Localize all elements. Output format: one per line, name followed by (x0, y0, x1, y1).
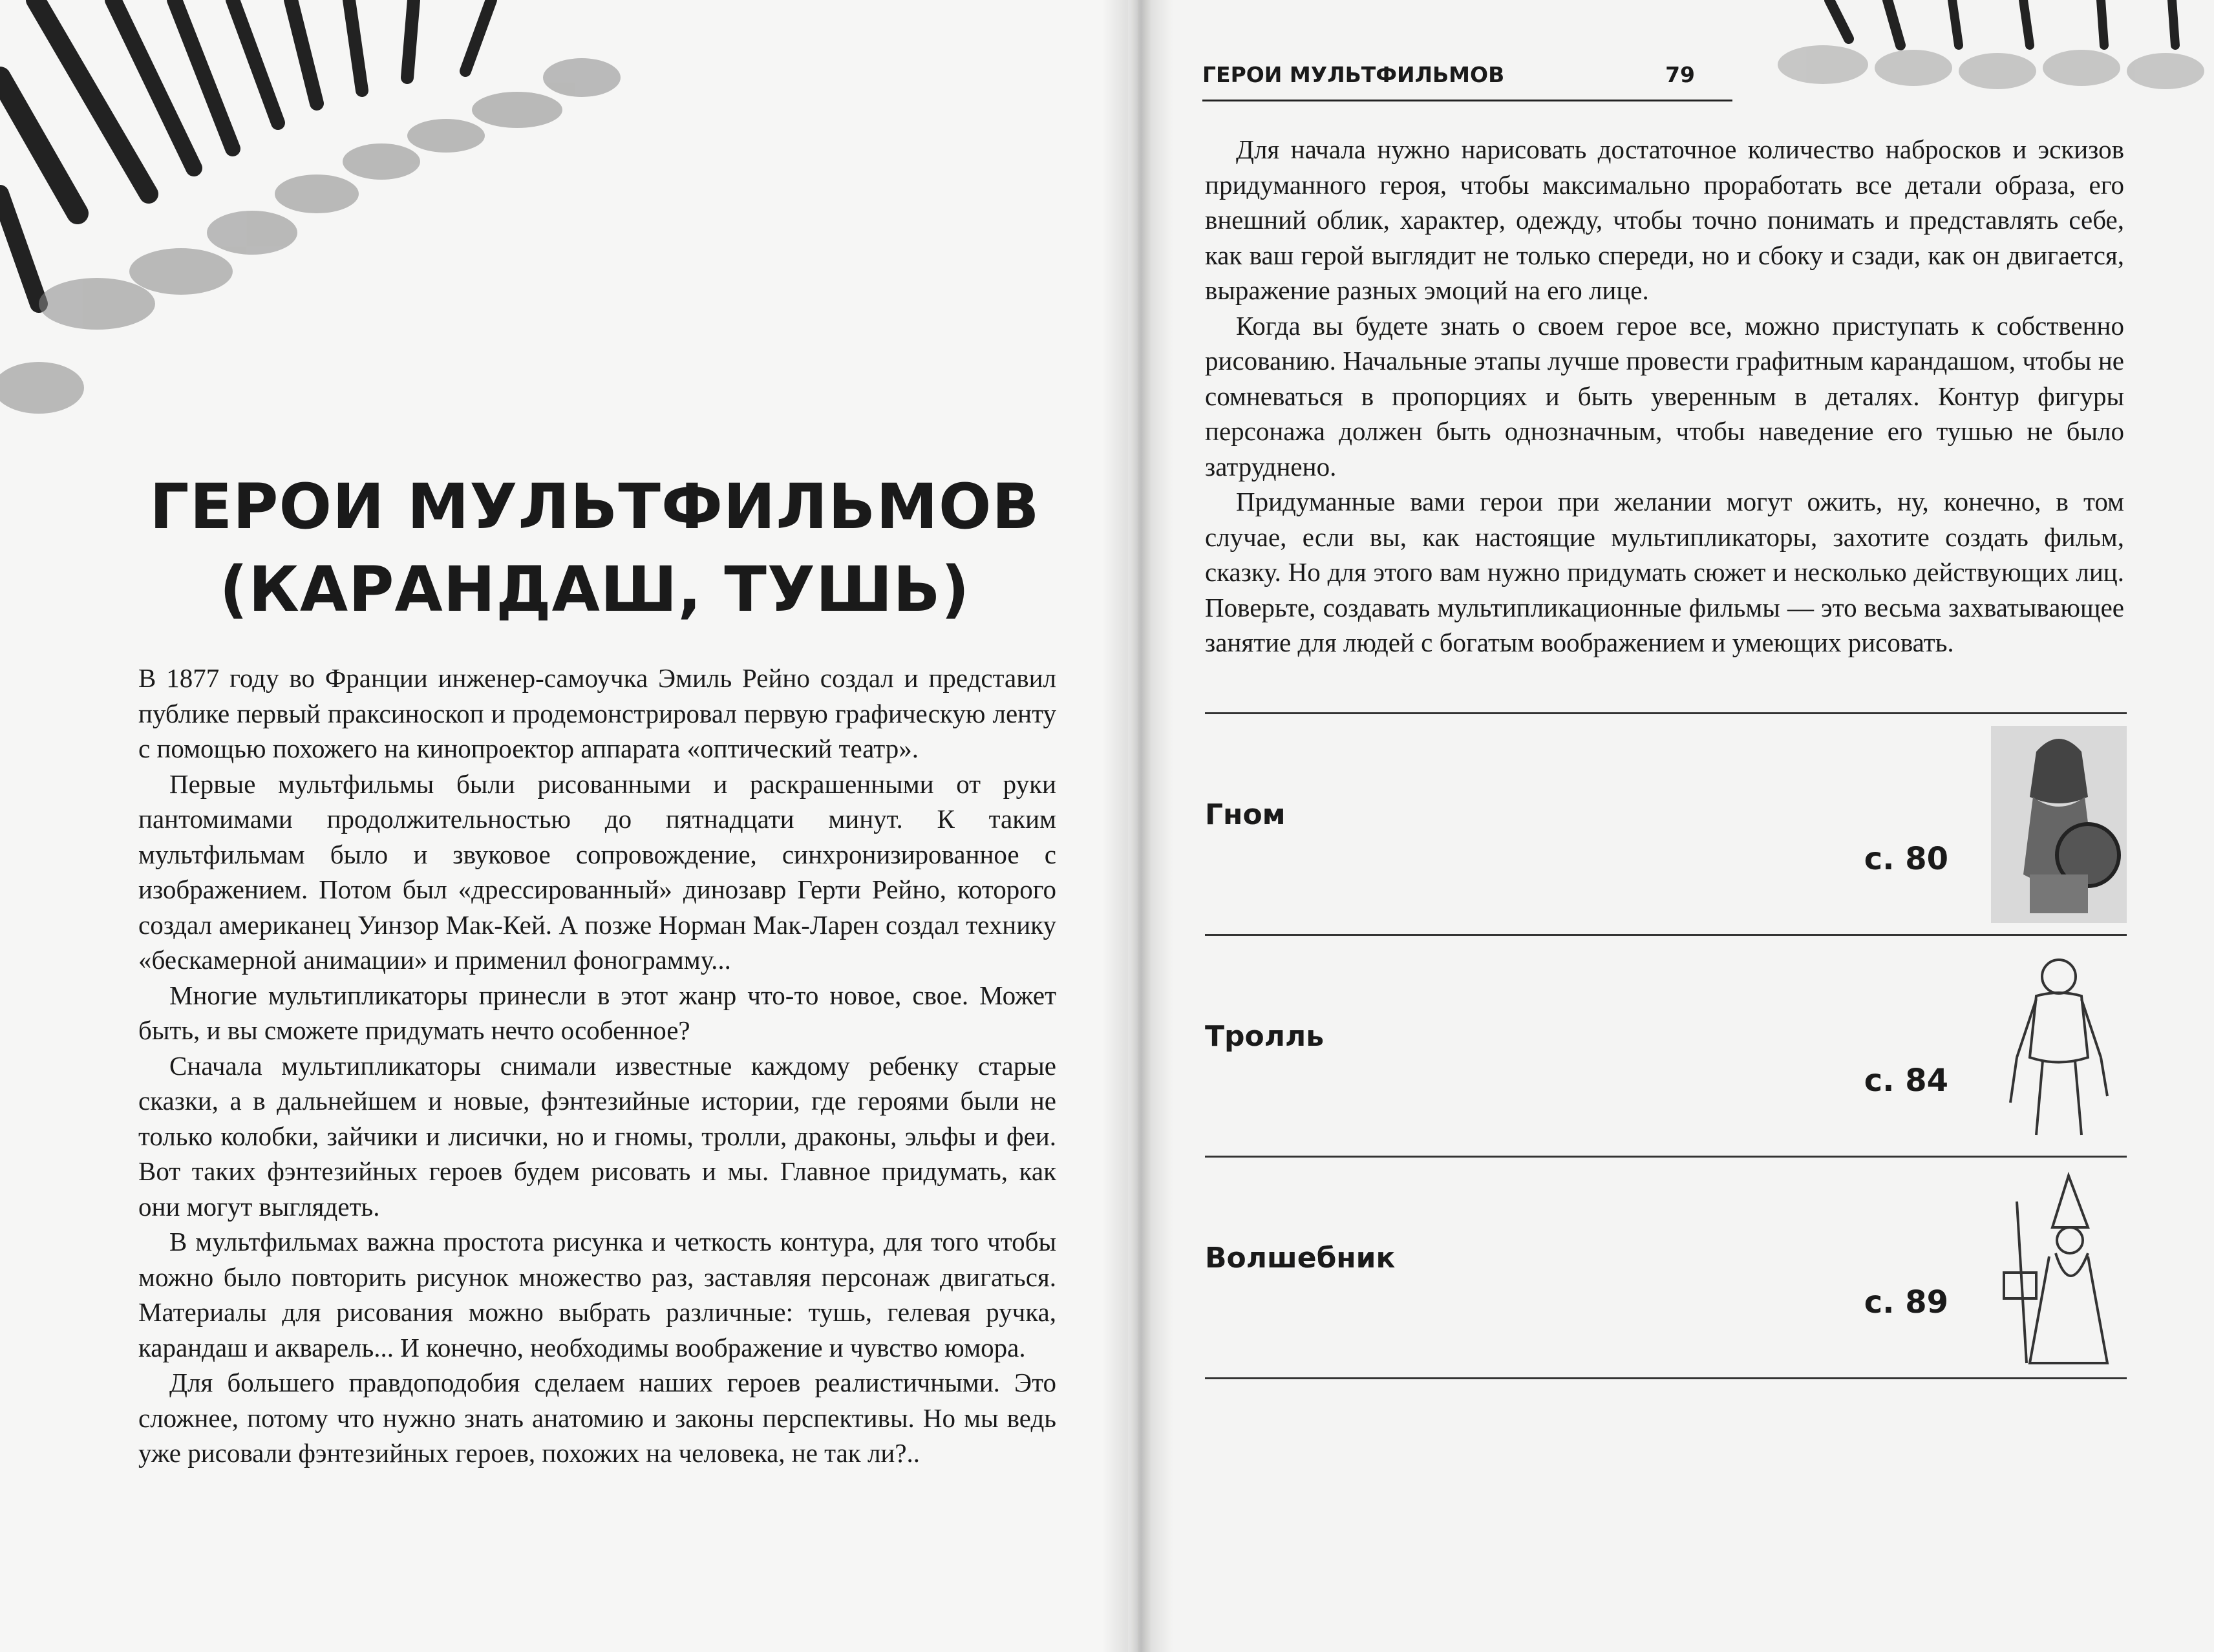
entry-page-ref: с. 89 (1864, 1284, 1948, 1320)
contents-list (1205, 712, 2127, 1379)
contents-entry-troll[interactable] (1205, 934, 2127, 1156)
paragraph: Когда вы будете знать о своем герое все, можно приступать к собственно рисованию. Начальные этапы лучше провести графитным карандашом, чтобы не сомневаться в пропорциях и быть уверенным в деталях. Контур фигуры персонажа должен быть однозначным, чтобы наведение его тушью не было затруднено. (1205, 310, 2124, 482)
entry-name: Волшебник (1205, 1242, 1396, 1275)
wizard-illustration (1991, 1169, 2127, 1366)
troll-illustration (1991, 948, 2127, 1145)
chapter-title-line2: (КАРАНДАШ, ТУШЬ) (219, 553, 970, 626)
entry-name: Гном (1205, 798, 1286, 831)
paragraph: В 1877 году во Франции инженер-самоучка Эмиль Рейно создал и представил публике первый праксиноскоп и продемонстрировал первую графическую ленту с помощью похожего на кинопроектор аппарата «оптический театр». (138, 663, 1056, 763)
paragraph: Первые мультфильмы были рисованными и раскрашенными от руки пантомимами продолжительностью до пятнадцати минут. К таким мультфильмам было и звуковое сопровождение, синхронизированное с изображением. Потом был «дрессированный» динозавр Герти Рейно, которого создал американец Уинзор Мак-Кей. А позже Норман Мак-Ларен создал технику «бескамерной анимации» и применил фонограмму... (138, 768, 1056, 975)
left-body-text (138, 661, 1056, 1471)
paragraph: Придуманные вами герои при желании могут ожить, ну, конечно, в том случае, если вы, как настоящие мультипликаторы, захотите создать фильм, сказку. Но для этого вам нужно придумать сюжет и несколько действующих лиц. Поверьте, создавать мультипликационные фильмы — это весьма захватывающее занятие для людей с богатым воображением и умеющих рисовать. (1205, 487, 2124, 657)
contents-entry-wizard[interactable] (1205, 1156, 2127, 1379)
right-body-text (1205, 132, 2124, 661)
contents-entry-gnome[interactable] (1205, 712, 2127, 934)
brushes-illustration (0, 0, 646, 504)
brushes-header-illustration (1752, 0, 2214, 110)
right-page (1138, 0, 2214, 1652)
entry-page-ref: с. 84 (1864, 1063, 1948, 1099)
paragraph: Многие мультипликаторы принесли в этот жанр что-то новое, свое. Может быть, и вы сможете придумать нечто особенное? (138, 980, 1056, 1045)
running-title: ГЕРОИ МУЛЬТФИЛЬМОВ (1202, 62, 1505, 87)
page-number: 79 (1665, 62, 1695, 87)
chapter-title-line1: ГЕРОИ МУЛЬТФИЛЬМОВ (149, 471, 1040, 543)
entry-page-ref: с. 80 (1864, 841, 1948, 877)
gnome-illustration (1991, 726, 2127, 923)
paragraph: Сначала мультипликаторы снимали известные каждому ребенку старые сказки, а в дальнейшем и новые, фэнтезийные истории, где героями были не только колобки, зайчики и лисички, но и гномы, тролли, драконы, эльфы и феи. Вот таких фэнтезийных героев будем рисовать и мы. Главное придумать, как они могут выглядеть. (138, 1050, 1056, 1222)
paragraph: Для большего правдоподобия сделаем наших героев реалистичными. Это сложнее, потому что нужно знать анатомию и законы перспективы. Но мы ведь уже рисовали фэнтезийных героев, похожих на человека, не так ли?.. (138, 1368, 1056, 1468)
paragraph: Для начала нужно нарисовать достаточное количество набросков и эскизов придуманного героя, чтобы максимально проработать все детали образа, его внешний облик, характер, одежду, чтобы точно понимать и представлять себе, как ваш герой выглядит не только спереди, но и сбоку и сзади, как он двигается, выражение разных эмоций на его лице. (1205, 134, 2124, 305)
chapter-title (142, 465, 1047, 631)
paragraph: В мультфильмах важна простота рисунка и четкость контура, для того чтобы можно было повторить рисунок множество раз, заставляя персонаж двигаться. Материалы для рисования можно выбрать различные: тушь, гелевая ручка, карандаш и акварель... И конечно, необходимы воображение и чувство юмора. (138, 1227, 1056, 1362)
entry-name: Тролль (1205, 1020, 1325, 1053)
running-header (1202, 62, 1732, 101)
